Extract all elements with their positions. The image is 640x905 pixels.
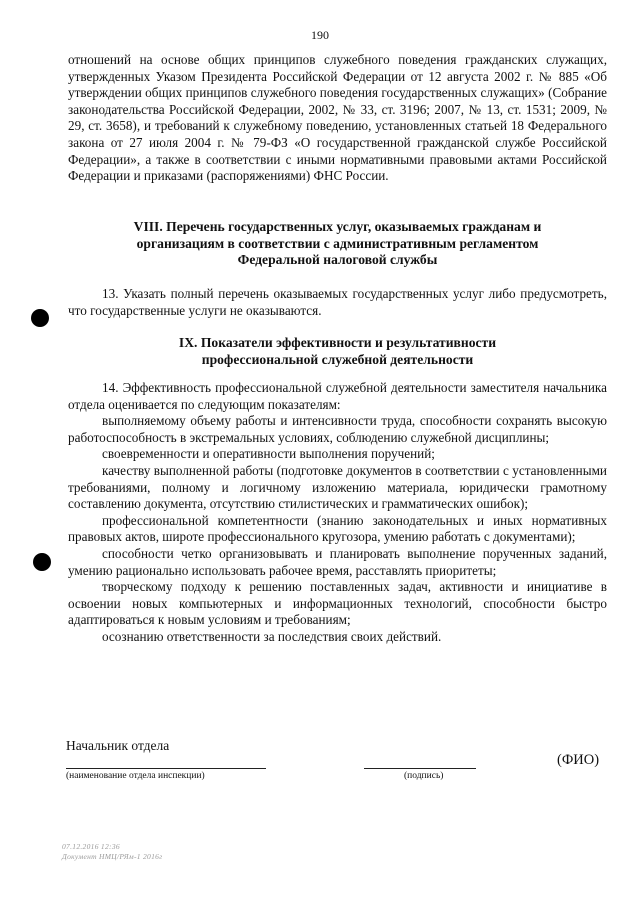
list-item: осознанию ответственности за последствия своих действий.: [102, 628, 442, 644]
signature-caption: (подпись): [404, 771, 444, 781]
print-stamp: Документ НМЦ/РЯм-1 2016г: [62, 852, 163, 861]
punch-hole-icon: [31, 309, 49, 327]
section-9-heading-line: IX. Показатели эффективности и результативности: [178, 335, 497, 350]
list-item: качеству выполненной работы (подготовке документов в соответствии с установленными требованиями, полному и логичному изложению материала, юридически грамотному составлению документа, отсутствию стилистических и грамматических ошибок);: [68, 462, 607, 512]
punch-hole-icon: [33, 553, 51, 571]
list-item: своевременности и оперативности выполнения поручений;: [102, 446, 435, 462]
print-stamp: 07.12.2016 12:36: [62, 842, 120, 851]
section-8-heading: [68, 219, 607, 269]
section-8-heading-line: организациям в соответствии с административным регламентом: [136, 235, 539, 251]
section-8-paragraph: 13. Указать полный перечень оказываемых государственных услуг либо предусмотреть, что государственные услуги не оказываются.: [68, 286, 607, 318]
section-9-heading-line: профессиональной служебной деятельности: [201, 351, 474, 367]
signature-line: [364, 768, 476, 769]
list-item: выполняемому объему работы и интенсивности труда, способности сохранять высокую работоспособность в экстремальных условиях, соблюдению служебной дисциплины;: [68, 413, 607, 445]
intro-paragraph: отношений на основе общих принципов служебного поведения гражданских служащих, утвержденных Указом Президента Российской Федерации от 12 августа 2002 г. № 885 «Об утверждении общих принципов служебного поведения государственных служащих» (Собрание законодательства Российской Федерации, 2002, № 33, ст. 3196; 2007, № 13, ст. 1531; 2009, № 29, ст. 3658), и требований к служебному поведению, установленных статьей 18 Федерального закона от 27 июля 2004 г. № 79-ФЗ «О государственной гражданской службе Российской Федерации», а также в соответствии с иными нормативными правовыми актами Российской Федерации и приказами (распоряжениями) ФНС России.: [68, 52, 607, 184]
list-item: профессиональной компетентности (знанию законодательных и иных нормативных правовых актов, широте профессионального кругозора, умению работать с документами);: [68, 512, 607, 545]
department-caption: (наименование отдела инспекции): [66, 771, 205, 781]
section-9-lead: 14. Эффективность профессиональной служебной деятельности заместителя начальника отдела оценивается по следующим показателям:: [68, 380, 607, 412]
section-9-body: [68, 380, 607, 646]
department-line: [66, 768, 266, 769]
section-9-heading: [68, 335, 607, 368]
page-number: 190: [311, 28, 329, 42]
section-8-heading-line: VIII. Перечень государственных услуг, оказываемых гражданам и: [133, 219, 542, 234]
list-item: способности четко организовывать и планировать выполнение порученных заданий, умению рационально использовать рабочее время, расставлять приоритеты;: [68, 545, 607, 578]
fio-label: (ФИО): [557, 752, 600, 768]
list-item: творческому подходу к решению поставленных задач, активности и инициативе в освоении новых компьютерных и информационных технологий, способности быстро адаптироваться к новым условиям и требованиям;: [68, 579, 607, 628]
section-8-heading-line: Федеральной налоговой службы: [237, 252, 438, 267]
signature-title: Начальник отдела: [66, 738, 170, 753]
